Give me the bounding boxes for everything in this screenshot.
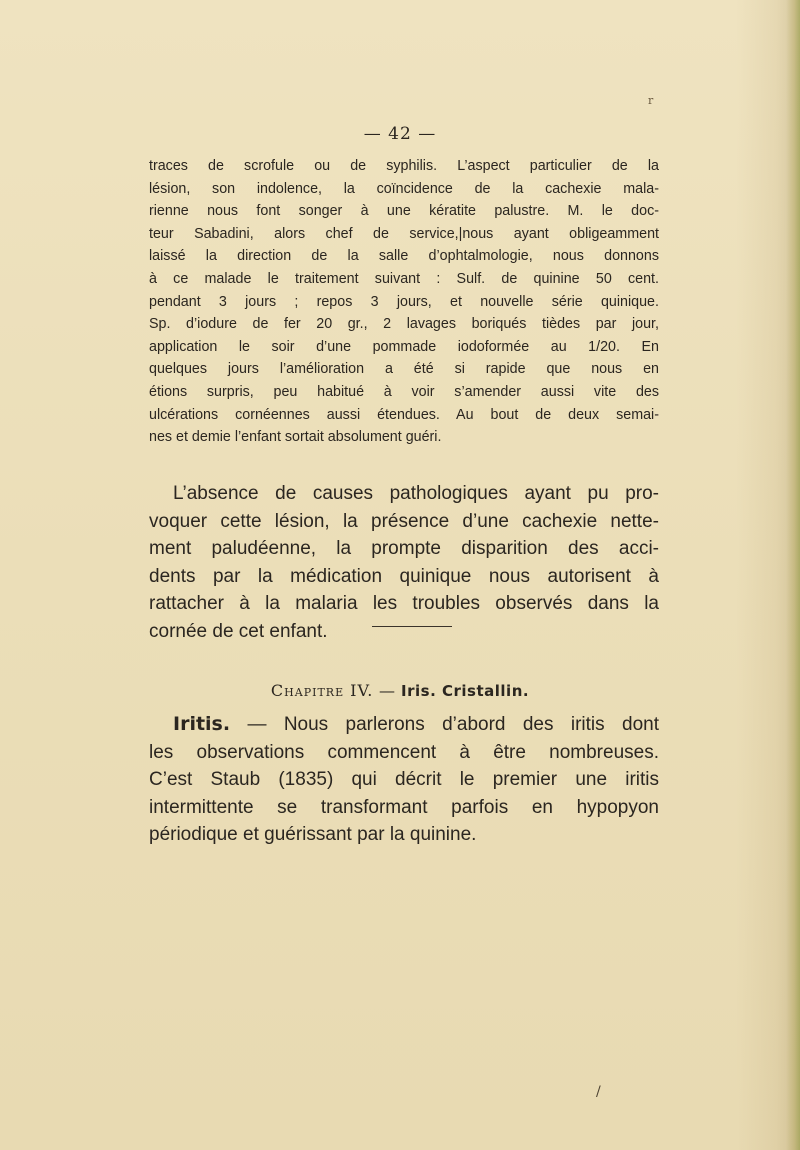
paragraph-line: nes et demie l’enfant sortait absolument guéri.	[149, 429, 442, 446]
chapter-dash: —	[373, 681, 402, 700]
paragraph-line: étions surpris, peu habitué à voir s’amender aussi vite des	[149, 383, 659, 400]
section-divider	[372, 626, 452, 627]
paragraph-line: dents par la médication quinique nous autorisent à	[149, 565, 659, 587]
paragraph-line: rienne nous font songer à une kératite palustre. M. le doc-	[149, 203, 659, 220]
paragraph-line: ulcérations cornéennes aussi étendues. Au bout de deux semai-	[149, 406, 659, 423]
paragraph-line: teur Sabadini, alors chef de service,|nous ayant obligeamment	[149, 225, 659, 242]
chapter-heading	[0, 681, 800, 700]
paragraph-line-first	[149, 711, 659, 739]
paragraph-case-report	[149, 155, 659, 449]
corner-mark: r	[648, 94, 654, 107]
paragraph-line: pendant 3 jours ; repos 3 jours, et nouvelle série quinique.	[149, 293, 659, 310]
paragraph-line: Sp. d’iodure de fer 20 gr., 2 lavages boriqués tièdes par jour,	[149, 316, 659, 333]
paragraph-line: L’absence de causes pathologiques ayant pu pro-	[173, 483, 659, 504]
paragraph-line: quelques jours l’amélioration a été si rapide que nous en	[149, 361, 659, 378]
chapter-label: Chapitre IV.	[270, 681, 374, 700]
paragraph-line: traces de scrofule ou de syphilis. L’aspect particulier de la	[149, 158, 659, 174]
paragraph-conclusion	[149, 480, 659, 646]
chapter-title: Iris. Cristallin.	[401, 682, 530, 700]
page-number: — 42 —	[363, 124, 437, 144]
paragraph-line: les observations commencent à être nombreuses.	[149, 741, 659, 763]
paragraph-line: cornée de cet enfant.	[149, 620, 328, 642]
runin-heading: Iritis.	[173, 713, 231, 735]
paragraph-line: voquer cette lésion, la présence d’une cachexie nette-	[149, 510, 659, 532]
paragraph-iritis	[149, 711, 659, 849]
paragraph-line: rattacher à la malaria les troubles observés dans la	[149, 593, 659, 615]
paragraph-line: ment paludéenne, la prompte disparition des acci-	[149, 538, 659, 560]
paragraph-line: C’est Staub (1835) qui décrit le premier une iritis	[149, 769, 659, 791]
paragraph-line-rest: — Nous parlerons d’abord des iritis dont	[230, 714, 659, 735]
paragraph-line: laissé la direction de la salle d’ophtalmologie, nous donnons	[149, 248, 659, 265]
paragraph-line: intermittente se transformant parfois en hypopyon	[149, 796, 659, 818]
paragraph-line: application le soir d’une pommade iodoformée au 1/20. En	[149, 338, 659, 355]
paragraph-line: périodique et guérissant par la quinine.	[149, 824, 477, 846]
stray-mark: /	[596, 1084, 601, 1100]
page-edge-shading	[786, 0, 800, 1150]
paragraph-line: à ce malade le traitement suivant : Sulf. de quinine 50 cent.	[149, 270, 659, 287]
paragraph-line: lésion, son indolence, la coïncidence de la cachexie mala-	[149, 180, 659, 197]
